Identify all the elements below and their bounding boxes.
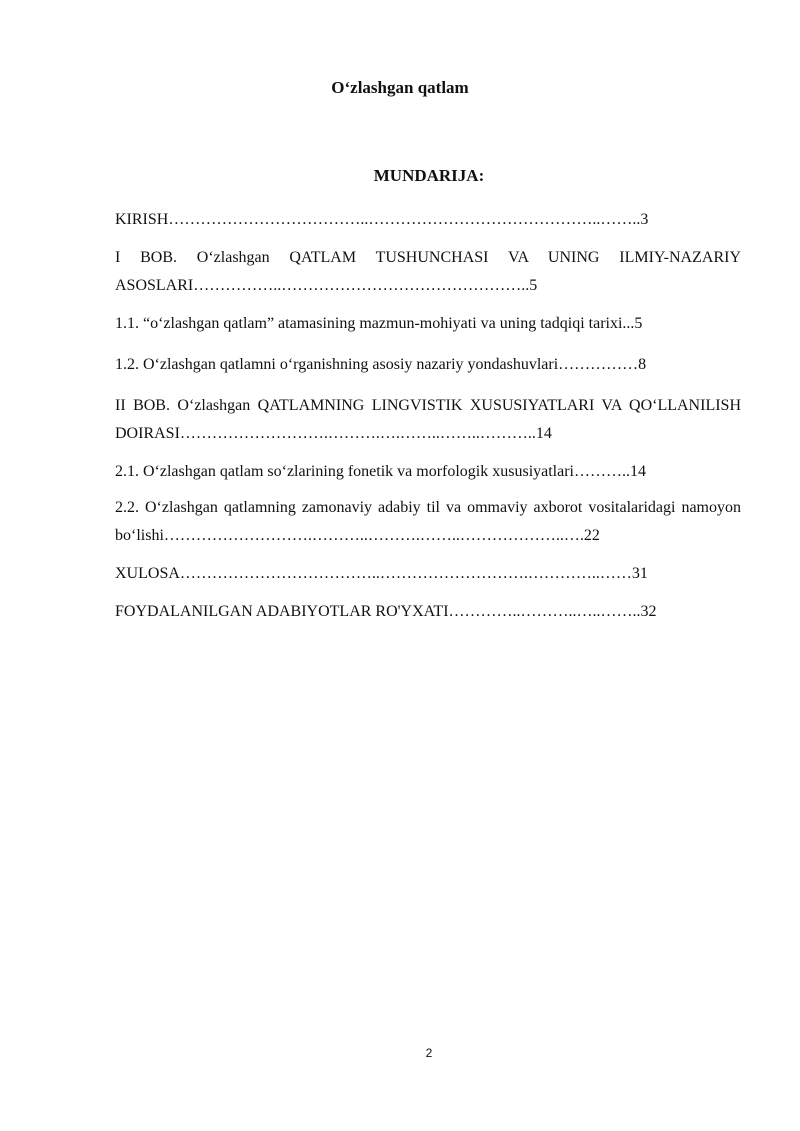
toc-entry-kirish: KIRISH………………………………..……………………………………..……..3 [115,211,649,228]
toc-entry-chapter-2: II BOB. O‘zlashgan QATLAMNING LINGVISTIK XUSUSIYATLARI VA QO‘LLANILISH DOIRASI……………………….……….….……..……..………..14 [115,397,741,442]
toc-entry-section-2-2: 2.2. O‘zlashgan qatlamning zamonaviy adabiy til va ommaviy axborot vositalaridagi namoyon bo‘lishi……………………….………..……….……..………………..….22 [115,499,741,544]
toc-entry-bibliography: FOYDALANILGAN ADABIYOTLAR RO'YXATI…………..………..…..……..32 [115,603,657,620]
toc-heading: MUNDARIJA: [373,166,485,185]
toc-entry-section-1-2: 1.2. O‘zlashgan qatlamni o‘rganishning asosiy nazariy yondashuvlari……………8 [115,356,647,373]
toc-entry-chapter-1: I BOB. O‘zlashgan QATLAM TUSHUNCHASI VA UNING ILMIY-NAZARIY ASOSLARI……………..………………………………………..5 [115,249,741,294]
toc-entry-section-2-1: 2.1. O‘zlashgan qatlam so‘zlarining fonetik va morfologik xususiyatlari………..14 [115,463,646,480]
page-title: O‘zlashgan qatlam [331,78,469,97]
table-of-contents [115,206,741,626]
page-number: 2 [425,1046,433,1060]
toc-entry-section-1-1: 1.1. “o‘zlashgan qatlam” atamasining mazmun-mohiyati va uning tadqiqi tarixi...5 [115,315,643,332]
toc-entry-xulosa: XULOSA………………………………..……………………….…………..……31 [115,565,648,582]
